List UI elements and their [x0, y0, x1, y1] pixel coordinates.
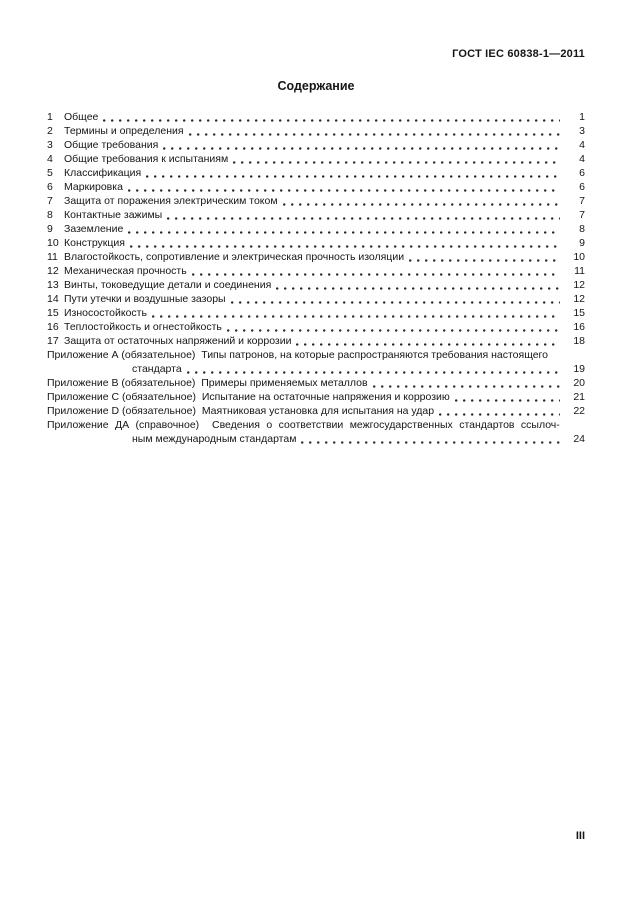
- toc-entry: [47, 222, 585, 236]
- toc-entry-title: Износостойкость: [64, 307, 147, 319]
- toc-entry-page: 7: [579, 209, 585, 221]
- toc-entry-title: Пути утечки и воздушные зазоры: [64, 293, 226, 305]
- dot-leader: [128, 189, 560, 192]
- toc-entry-page: 6: [579, 167, 585, 179]
- dot-leader: [167, 217, 560, 220]
- dot-leader: [301, 441, 560, 444]
- toc-entry-page: 24: [573, 433, 585, 445]
- toc-entry-number: 3: [47, 139, 53, 151]
- dot-leader: [439, 413, 560, 416]
- header-standard-number: ГОСТ IEC 60838-1—2011: [452, 48, 585, 60]
- toc-entry-number: 14: [47, 293, 59, 305]
- toc-entry-title: Маркировка: [64, 181, 123, 193]
- toc-entry-page: 1: [579, 111, 585, 123]
- toc-entry-title: Общие требования: [64, 139, 159, 151]
- toc-entry-number: 17: [47, 335, 59, 347]
- toc-entry-title: стандарта: [132, 363, 182, 375]
- toc-entry-number: 15: [47, 307, 59, 319]
- toc-entry-title: Контактные зажимы: [64, 209, 163, 221]
- toc-entry-page: 15: [573, 307, 585, 319]
- toc-entry-title: Заземление: [64, 223, 124, 235]
- dot-leader: [192, 273, 560, 276]
- toc-entry-number: 9: [47, 223, 53, 235]
- toc-entry-page: 7: [579, 195, 585, 207]
- toc-entry: [47, 292, 585, 306]
- toc-entry-page: 10: [573, 251, 585, 263]
- toc-entry-title: Термины и определения: [64, 125, 184, 137]
- toc-entry-page: 18: [573, 335, 585, 347]
- dot-leader: [103, 119, 560, 122]
- toc-entry: [47, 250, 585, 264]
- toc-entry-page: 4: [579, 139, 585, 151]
- toc-entry-title: Теплостойкость и огнестойкость: [64, 321, 222, 333]
- toc-entry: [47, 208, 585, 222]
- toc-entry-number: 13: [47, 279, 59, 291]
- toc-entry-page: 16: [573, 321, 585, 333]
- toc-entry: [47, 180, 585, 194]
- toc-entry-title: Приложение ДА (справочное) Сведения о соответствии межгосударственных стандартов ссылоч-: [47, 419, 560, 431]
- toc-entry-page: 22: [573, 405, 585, 417]
- toc-entry-page: 6: [579, 181, 585, 193]
- toc-entry-number: 1: [47, 111, 53, 123]
- toc-entry-title: Приложение С (обязательное) Испытание на остаточные напряжения и коррозию: [47, 391, 450, 403]
- toc-entry: [47, 306, 585, 320]
- toc-entry-title: Приложение В (обязательное) Примеры применяемых металлов: [47, 377, 368, 389]
- toc-entry-number: 11: [47, 251, 58, 263]
- toc-entry-title: Классификация: [64, 167, 142, 179]
- toc-entry: [47, 166, 585, 180]
- toc-entry-appendix-d: [47, 404, 585, 418]
- toc-entry-continuation: [47, 432, 585, 446]
- toc-entry: [47, 138, 585, 152]
- dot-leader: [231, 301, 560, 304]
- toc-entry: [47, 278, 585, 292]
- toc-entry-page: 8: [579, 223, 585, 235]
- toc-entry-appendix-da: [47, 418, 585, 432]
- table-of-contents: [47, 110, 585, 446]
- footer-page-number: III: [575, 830, 585, 842]
- dot-leader: [128, 231, 560, 234]
- toc-entry: [47, 110, 585, 124]
- toc-entry-continuation: [47, 362, 585, 376]
- toc-entry-appendix-a: [47, 348, 585, 362]
- toc-entry-title: Механическая прочность: [64, 265, 187, 277]
- toc-entry-page: 21: [573, 391, 585, 403]
- dot-leader: [227, 329, 560, 332]
- toc-entry-title: Конструкция: [64, 237, 125, 249]
- dot-leader: [130, 245, 560, 248]
- toc-entry-number: 16: [47, 321, 59, 333]
- toc-entry-number: 12: [47, 265, 59, 277]
- toc-entry: [47, 194, 585, 208]
- toc-entry-title: Общее: [64, 111, 99, 123]
- dot-leader: [187, 371, 560, 374]
- toc-entry: [47, 236, 585, 250]
- toc-entry-number: 5: [47, 167, 53, 179]
- toc-entry-number: 10: [47, 237, 59, 249]
- toc-entry-title: Защита от поражения электрическим током: [64, 195, 278, 207]
- toc-entry-appendix-c: [47, 390, 585, 404]
- dot-leader: [276, 287, 560, 290]
- page-title: Содержание: [277, 79, 355, 93]
- dot-leader: [233, 161, 560, 164]
- dot-leader: [455, 399, 560, 402]
- toc-entry-title: Винты, токоведущие детали и соединения: [64, 279, 272, 291]
- toc-entry-number: 6: [47, 181, 53, 193]
- toc-entry-number: 7: [47, 195, 53, 207]
- toc-entry-title: Защита от остаточных напряжений и коррозии: [64, 335, 292, 347]
- toc-entry-page: 9: [579, 237, 585, 249]
- toc-entry-page: 19: [573, 363, 585, 375]
- toc-entry-number: 4: [47, 153, 53, 165]
- toc-entry-title: ным международным стандартам: [132, 433, 297, 445]
- dot-leader: [296, 343, 560, 346]
- toc-entry: [47, 152, 585, 166]
- toc-entry-number: 2: [47, 125, 53, 137]
- toc-entry-page: 11: [574, 265, 585, 277]
- dot-leader: [409, 259, 560, 262]
- toc-entry-number: 8: [47, 209, 53, 221]
- toc-entry-page: 4: [579, 153, 585, 165]
- toc-entry-appendix-b: [47, 376, 585, 390]
- toc-entry-title: Приложение А (обязательное) Типы патронов, на которые распространяются требования настоящего: [47, 349, 548, 361]
- toc-entry: [47, 124, 585, 138]
- dot-leader: [189, 133, 560, 136]
- toc-entry-page: 12: [573, 279, 585, 291]
- toc-entry-title: Общие требования к испытаниям: [64, 153, 229, 165]
- toc-entry-title: Влагостойкость, сопротивление и электрическая прочность изоляции: [64, 251, 405, 263]
- dot-leader: [283, 203, 560, 206]
- toc-entry: [47, 320, 585, 334]
- dot-leader: [146, 175, 560, 178]
- toc-entry-title: Приложение D (обязательное) Маятниковая установка для испытания на удар: [47, 405, 435, 417]
- toc-entry-page: 3: [579, 125, 585, 137]
- toc-entry-page: 12: [573, 293, 585, 305]
- toc-entry: [47, 334, 585, 348]
- dot-leader: [152, 315, 560, 318]
- dot-leader: [373, 385, 560, 388]
- toc-entry-page: 20: [573, 377, 585, 389]
- dot-leader: [163, 147, 560, 150]
- toc-entry: [47, 264, 585, 278]
